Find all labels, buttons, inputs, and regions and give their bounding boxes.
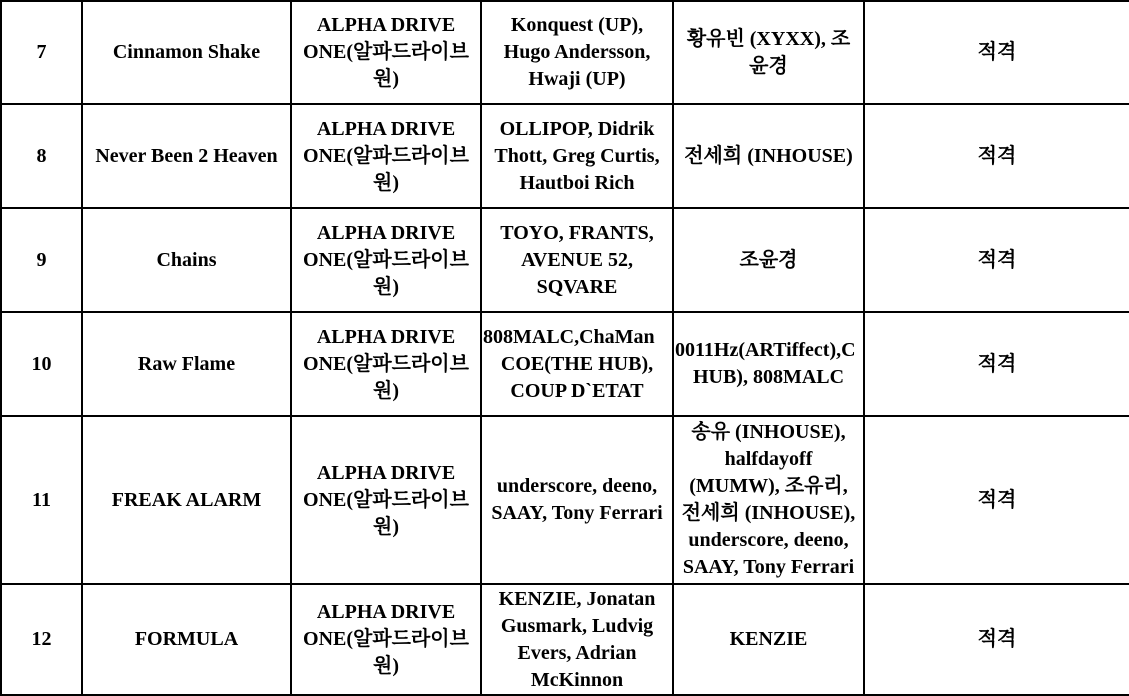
composer-line: Hautboi Rich [519,171,635,194]
table-row [1,1,1129,104]
label-line: ONE(알파드라이브 [303,352,469,375]
lyricist-line: halfdayoff [724,448,813,470]
label-line: ONE(알파드라이브 [303,628,469,650]
lyricist-line: underscore, deeno, [688,529,849,551]
label-cell [291,416,481,584]
status-cell: 적격 [864,312,1129,416]
composers-cell [481,104,673,208]
label-line: ONE(알파드라이브 [303,144,469,167]
lyricist-line: 송유 (INHOUSE), [691,421,846,443]
lyricist-line: SAAY, Tony Ferrari [682,556,855,578]
label-line: 원) [373,275,399,298]
status-cell: 적격 [864,208,1129,312]
composer-line: COUP D`ETAT [510,379,644,402]
track-number-cell: 11 [1,416,82,584]
label-line: 원) [373,515,399,538]
lyricist-line: 전세희 (INHOUSE) [684,144,853,167]
lyricist-line: 0011Hz(ARTiffect),C [675,339,856,361]
table-row [1,416,1129,584]
lyricist-line: KENZIE [729,628,808,650]
song-title-cell: Chains [82,208,291,312]
composer-line: Konquest (UP), [510,14,644,36]
composer-line: SAAY, Tony Ferrari [491,502,663,524]
label-line: ONE(알파드라이브 [303,248,469,271]
label-line: 원) [373,171,399,194]
label-line: ONE(알파드라이브 [303,488,469,511]
table-row [1,208,1129,312]
composer-line: Thott, Greg Curtis, [494,144,660,167]
label-cell [291,1,481,104]
song-title-cell: FORMULA [82,584,291,695]
label-line: 원) [373,379,399,402]
label-line: 원) [373,68,399,90]
label-line: ALPHA DRIVE [316,14,456,36]
composer-line: AVENUE 52, [521,248,633,271]
composers-cell [481,1,673,104]
lyricist-line: 전세희 (INHOUSE), [681,502,856,524]
lyricist-line: 조윤경 [739,248,798,271]
label-line: ALPHA DRIVE [316,117,456,140]
composer-line: Evers, Adrian [517,641,637,664]
lyricists-cell [673,1,864,104]
song-title-cell: Never Been 2 Heaven [82,104,291,208]
track-number-cell: 12 [1,584,82,695]
song-table-body [1,1,1129,695]
song-title-cell: FREAK ALARM [82,416,291,584]
label-line: ALPHA DRIVE [316,461,456,484]
label-cell [291,104,481,208]
table-row [1,104,1129,208]
composer-line: Gusmark, Ludvig [500,614,654,637]
composers-cell [481,416,673,584]
lyricist-line: 윤경 [749,54,788,77]
composer-line: underscore, deeno, [496,475,658,497]
status-cell: 적격 [864,416,1129,584]
label-line: ALPHA DRIVE [316,601,456,623]
composer-line: 808MALC,ChaMan [483,325,655,348]
status-cell: 적격 [864,1,1129,104]
status-cell: 적격 [864,104,1129,208]
lyricist-line: 황유빈 (XYXX), 조 [686,27,851,50]
song-title-cell: Raw Flame [82,312,291,416]
track-number-cell: 10 [1,312,82,416]
composer-line: SQVARE [536,275,618,298]
lyricists-cell [673,584,864,695]
label-line: 원) [373,655,399,677]
lyricist-line: HUB), 808MALC [692,366,845,388]
track-number-cell: 7 [1,1,82,104]
lyricists-cell [673,104,864,208]
label-cell [291,584,481,695]
composers-cell [481,584,673,695]
composer-line: KENZIE, Jonatan [498,587,656,610]
track-number-cell: 8 [1,104,82,208]
lyricists-cell [673,208,864,312]
table-row [1,312,1129,416]
lyricist-line: (MUMW), 조유리, [689,475,848,497]
lyricists-cell [673,416,864,584]
composers-cell [481,208,673,312]
track-number-cell: 9 [1,208,82,312]
composer-line: COE(THE HUB), [500,352,654,375]
label-cell [291,312,481,416]
lyricists-cell [673,312,864,416]
composer-line: Hwaji (UP) [528,68,626,90]
song-title-cell: Cinnamon Shake [82,1,291,104]
label-cell [291,208,481,312]
composer-line: OLLIPOP, Didrik [499,117,655,140]
label-line: ALPHA DRIVE [316,325,456,348]
label-line: ONE(알파드라이브 [303,41,469,63]
composer-line: Hugo Andersson, [503,41,651,63]
table-row [1,584,1129,695]
composer-line: McKinnon [530,668,624,691]
label-line: ALPHA DRIVE [316,221,456,244]
composer-line: TOYO, FRANTS, [500,221,654,244]
status-cell: 적격 [864,584,1129,695]
composers-cell [481,312,673,416]
